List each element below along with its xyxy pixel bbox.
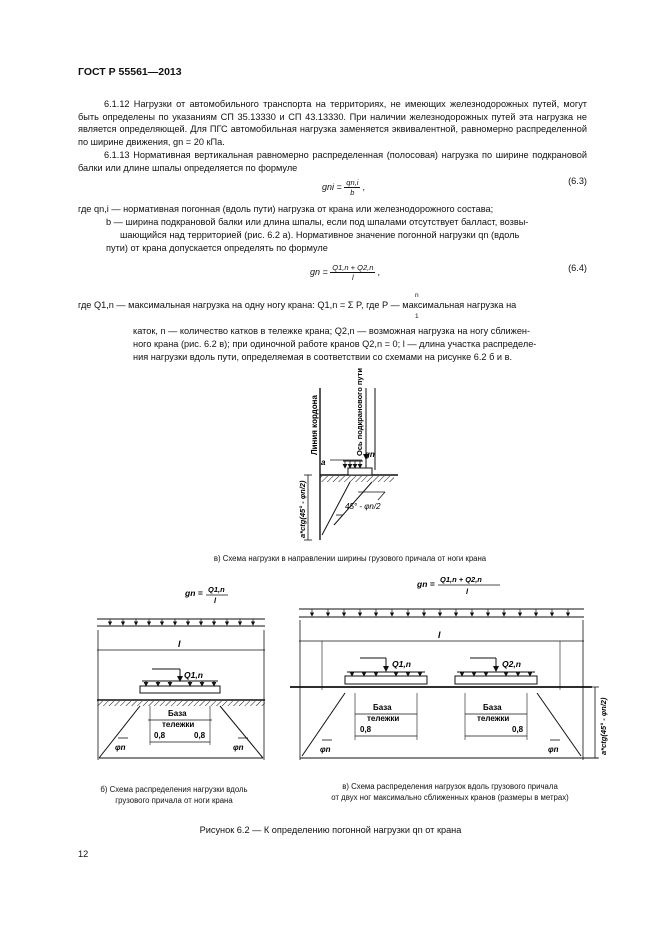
fig-a-label-g: gn <box>365 450 375 459</box>
eq63-denominator: b <box>350 188 355 197</box>
fig-b-caption-2: грузового причала от ноги крана <box>115 796 233 805</box>
document-header: ГОСТ Р 55561—2013 <box>78 66 182 78</box>
fig-b-base-1: База <box>168 709 187 718</box>
fig-b-caption-1: б) Схема распределения нагрузки вдоль <box>100 785 248 794</box>
fig-b-length: l <box>178 639 181 649</box>
figure-a <box>298 368 398 540</box>
fig-b-load-label: gn = <box>185 588 203 598</box>
fig-b-d1: 0,8 <box>154 731 166 740</box>
eq63-tail: , <box>362 181 366 192</box>
fig-b-base-2: тележки <box>162 720 195 729</box>
fig-c-base-2a: тележки <box>367 714 400 723</box>
figure-caption: Рисунок 6.2 — К определению погонной нагрузки qn от крана <box>199 825 462 835</box>
paragraph-6-1-13: 6.1.13 Нормативная вертикальная равномерно распределенная (полосовая) нагрузка по ширине подкрановой балки или длине шпалы определяется по формуле <box>78 150 587 173</box>
sum-upper-limit: n <box>415 292 419 299</box>
eq64-tail: , <box>377 266 381 277</box>
where2-line-3: ного крана (рис. 6.2 в); при одиночной работе кранов Q2,n = 0; l — длина участка распределе- <box>133 339 537 349</box>
page-number: 12 <box>78 849 89 859</box>
fig-c-force-2: Q2,n <box>502 659 521 669</box>
fig-c-load-den: l <box>466 587 469 596</box>
fig-c-d1: 0,8 <box>360 725 372 734</box>
fig-a-axis-label: Ось подкранового пути <box>355 368 364 456</box>
where-line-1: где qn,i — нормативная погонная (вдоль пути) нагрузка от крана или железнодорожного состава; <box>78 204 494 214</box>
figure-c <box>290 575 608 760</box>
fig-c-load-num: Q1,n + Q2,n <box>440 575 482 584</box>
fig-c-base-2b: тележки <box>477 714 510 723</box>
fig-c-base-1b: База <box>483 703 502 712</box>
fig-a-dim-vertical: a*ctg(45° - φn/2) <box>298 480 307 538</box>
fig-a-label-a: a <box>321 458 326 467</box>
eq64-denominator: l <box>352 273 354 282</box>
fig-c-caption-2: от двух ног максимально сближенных кранов (размеры в метрах) <box>331 793 569 802</box>
where2-line-1: где Q1,n — максимальная нагрузка на одну ногу крана: Q1,n = Σ P, где P — максимальная нагрузка на <box>78 300 517 310</box>
fig-a-rail-label: Линия кордона <box>310 395 319 455</box>
fig-c-force-1: Q1,n <box>392 659 411 669</box>
equation-6-3-number: (6.3) <box>568 176 587 186</box>
paragraph-6-1-12: 6.1.12 Нагрузки от автомобильного транспорта на территориях, не имеющих железнодорожных путей, могут быть определены по указаниям СП 35.13330 и СП 43.13330. При наличии железнодорожных путей эта нагрузка не является определяющей. Для ПГС автомобильная нагрузка заменяется эквивалентной, равномерно распределенной по ширине движения, gn = 20 кПа. <box>78 99 587 147</box>
fig-c-load-label: gn = <box>417 579 435 589</box>
fig-c-caption-1: в) Схема распределения нагрузок вдоль грузового причала <box>342 782 558 791</box>
where2-line-4: ния нагрузки вдоль пути, определяемая в соответствии со схемами на рисунке 6.2 б и в. <box>133 352 513 362</box>
eq64-lhs: gn = <box>310 266 328 277</box>
where-line-4: пути) от крана допускается определять по формуле <box>106 243 328 253</box>
eq64-numerator: Q1,n + Q2,n <box>332 263 374 272</box>
fig-b-load-den: l <box>214 596 217 605</box>
eq63-numerator: qn,i <box>346 178 359 187</box>
eq63-lhs: gni = <box>322 181 342 192</box>
fig-c-d2: 0,8 <box>512 725 524 734</box>
where2-line-2: каток, n — количество катков в тележке крана; Q2,n — возможная нагрузка на ногу сближен- <box>133 326 531 336</box>
fig-b-load-num: Q1,n <box>208 585 225 594</box>
fig-b-force: Q1,n <box>184 670 203 680</box>
sum-lower-limit: 1 <box>415 313 419 320</box>
fig-c-phi-right: φn <box>548 745 559 754</box>
fig-b-phi-right: φn <box>233 743 244 752</box>
where-line-3: шающийся над территорией (рис. 6.2 а). Нормативное значение погонной нагрузки qn (вдоль <box>120 230 520 240</box>
fig-b-d2: 0,8 <box>194 731 206 740</box>
fig-c-phi-left: φn <box>320 745 331 754</box>
figure-b <box>97 585 265 760</box>
fig-a-angle: 45° - φn/2 <box>345 502 381 511</box>
fig-c-base-1a: База <box>373 703 392 712</box>
equation-6-4-number: (6.4) <box>568 263 587 273</box>
where-line-2: b — ширина подкрановой балки или длина шпалы, если под шпалами отсутствует балласт, возвы- <box>106 217 529 227</box>
fig-c-dim-vertical: a*ctg(45° - φn/2) <box>599 697 608 755</box>
fig-b-phi-left: φn <box>115 743 126 752</box>
fig-c-length: l <box>438 630 441 640</box>
fig-a-caption: в) Схема нагрузки в направлении ширины грузового причала от ноги крана <box>213 554 487 563</box>
